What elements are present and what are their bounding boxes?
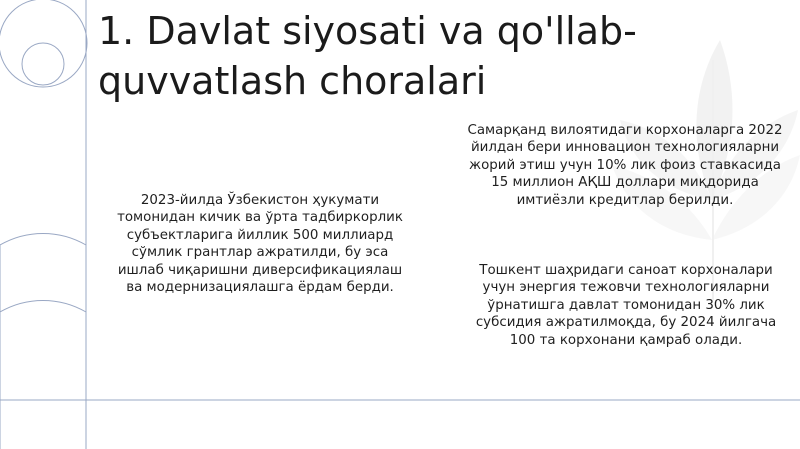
slide-title: 1. Davlat siyosati va qo'llab-quvvatlash choralari	[98, 9, 637, 103]
paragraph-credits: Самарқанд вилоятидаги корхоналарга 2022 йилдан бери инновацион технологияларни жорий этиш учун 10% лик фоиз ставкасида 15 миллион АҚШ доллари миқдорида имтиёзли кредитлар берилди.	[467, 123, 783, 208]
paragraph-grants: 2023-йилда Ўзбекистон ҳукумати томонидан кичик ва ўрта тадбиркорлик субъектларига йиллик 500 миллиард сўмлик грантлар ажратилди, бу эса ишлаб чиқаришни диверсификациялаш ва модернизациялашга ёрдам берди.	[117, 193, 403, 296]
paragraph-subsidies: Тошкент шаҳридаги саноат корхоналари учун энергия тежовчи технологияларни ўрнатишга давлат томонидан 30% лик субсидия ажратилмоқда, бу 2024 йилгача 100 та корхонани қамраб олади.	[475, 263, 777, 348]
arch-inner-icon	[0, 300, 86, 312]
small-circle-icon	[22, 43, 64, 85]
arch-outer-base-icon	[0, 245, 86, 449]
arch-outer-icon	[0, 233, 86, 245]
